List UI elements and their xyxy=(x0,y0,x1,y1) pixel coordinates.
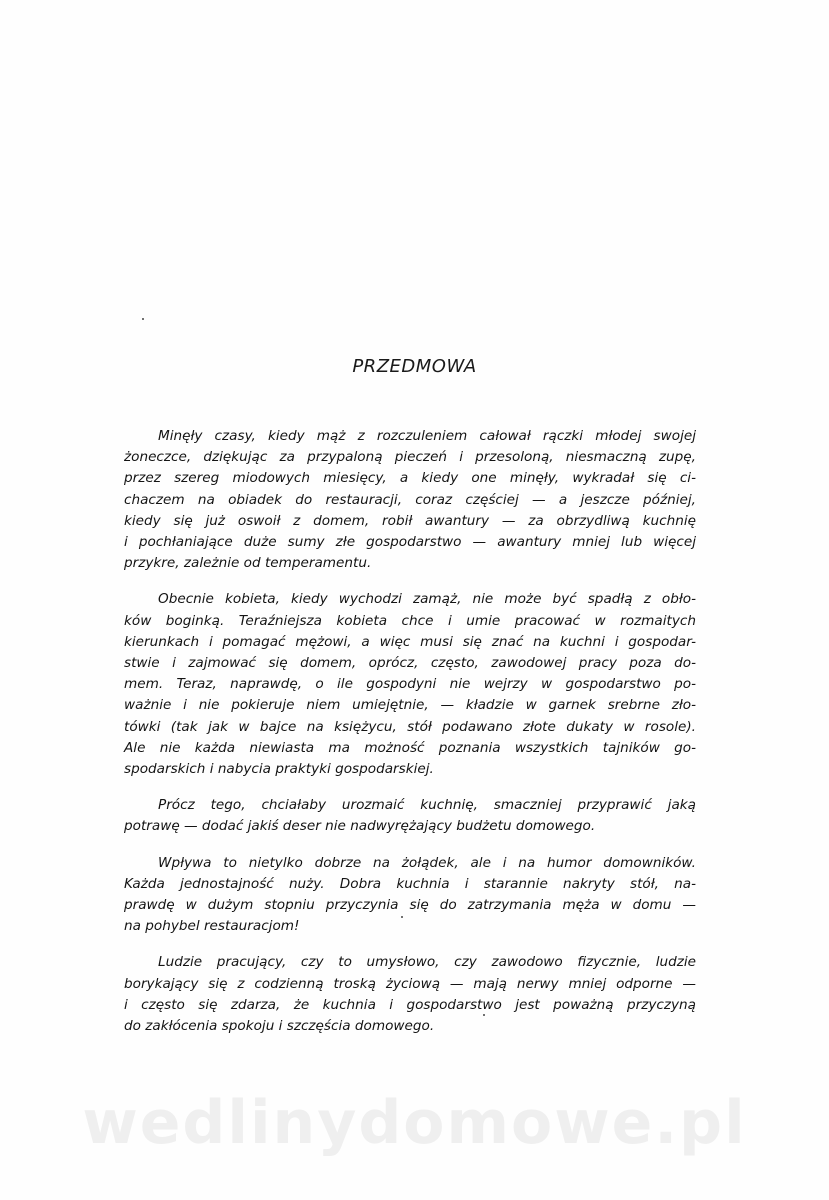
page-heading: PRZEDMOWA xyxy=(352,356,477,377)
text-line: Prócz tego, chciałaby urozmaić kuchnię, smaczniej przyprawić jaką xyxy=(158,797,696,814)
text-line: spodarskich i nabycia praktyki gospodarskiej. xyxy=(124,761,434,778)
text-line: i często się zdarza, że kuchnia i gospodarstwo jest poważną przyczyną xyxy=(124,996,696,1013)
text-line: Ale nie każda niewiasta ma możność poznania wszystkich tajników go- xyxy=(124,739,696,756)
preface-body xyxy=(124,426,696,1052)
watermark: wedlinydomowe.pl xyxy=(82,1088,747,1158)
text-line: żoneczce, dziękując za przypaloną pieczeń i przesoloną, niesmaczną zupę, xyxy=(124,449,696,466)
text-line: Każda jednostajność nuży. Dobra kuchnia i starannie nakryty stół, na- xyxy=(124,875,696,892)
paragraph-2 xyxy=(124,589,696,780)
text-line: i pochłaniające duże sumy złe gospodarstwo — awantury mniej lub więcej xyxy=(124,534,696,551)
text-line: Obecnie kobieta, kiedy wychodzi zamąż, nie może być spadłą z obło- xyxy=(158,591,696,608)
scan-speck xyxy=(483,1014,485,1016)
paragraph-4 xyxy=(124,853,696,938)
text-line: Minęły czasy, kiedy mąż z rozczuleniem całował rączki młodej swojej xyxy=(158,428,696,444)
text-line: ważnie i nie pokieruje niem umiejętnie, — kładzie w garnek srebrne zło- xyxy=(124,697,696,714)
scan-speck xyxy=(142,318,144,320)
text-line: mem. Teraz, naprawdę, o ile gospodyni nie wejrzy w gospodarstwo po- xyxy=(124,676,696,693)
paragraph-5 xyxy=(124,952,696,1037)
paragraph-3 xyxy=(124,795,696,837)
text-line: przez szereg miodowych miesięcy, a kiedy one minęły, wykradał się ci- xyxy=(124,470,696,487)
text-line: prawdę w dużym stopniu przyczynia się do zatrzymania męża w domu — xyxy=(124,897,696,914)
text-line: Ludzie pracujący, czy to umysłowo, czy zawodowo fizycznie, ludzie xyxy=(158,954,696,971)
text-line: na pohybel restauracjom! xyxy=(124,918,300,935)
paragraph-1 xyxy=(124,426,696,574)
text-line: stwie i zajmować się domem, oprócz, często, zawodowej pracy poza do- xyxy=(124,655,696,672)
text-line: ków boginką. Teraźniejsza kobieta chce i umie pracować w rozmaitych xyxy=(124,612,696,629)
text-line: potrawę — dodać jakiś deser nie nadwyrężający budżetu domowego. xyxy=(124,818,596,835)
text-line: kiedy się już oswoił z domem, robił awantury — za obrzydliwą kuchnię xyxy=(124,512,696,529)
text-line: Wpływa to nietylko dobrze na żołądek, ale i na humor domowników. xyxy=(158,854,696,871)
text-line: borykający się z codzienną troską życiową — mają nerwy mniej odporne — xyxy=(124,975,696,992)
text-line: kierunkach i pomagać mężowi, a więc musi się znać na kuchni i gospodar- xyxy=(124,633,696,650)
text-line: przykre, zależnie od temperamentu. xyxy=(124,555,372,572)
text-line: chaczem na obiadek do restauracji, coraz częściej — a jeszcze później, xyxy=(124,491,696,508)
text-line: do zakłócenia spokoju i szczęścia domowego. xyxy=(124,1018,435,1035)
scan-speck xyxy=(401,916,403,918)
text-line: tówki (tak jak w bajce na księżycu, stół podawano złote dukaty w rosole). xyxy=(124,718,696,735)
